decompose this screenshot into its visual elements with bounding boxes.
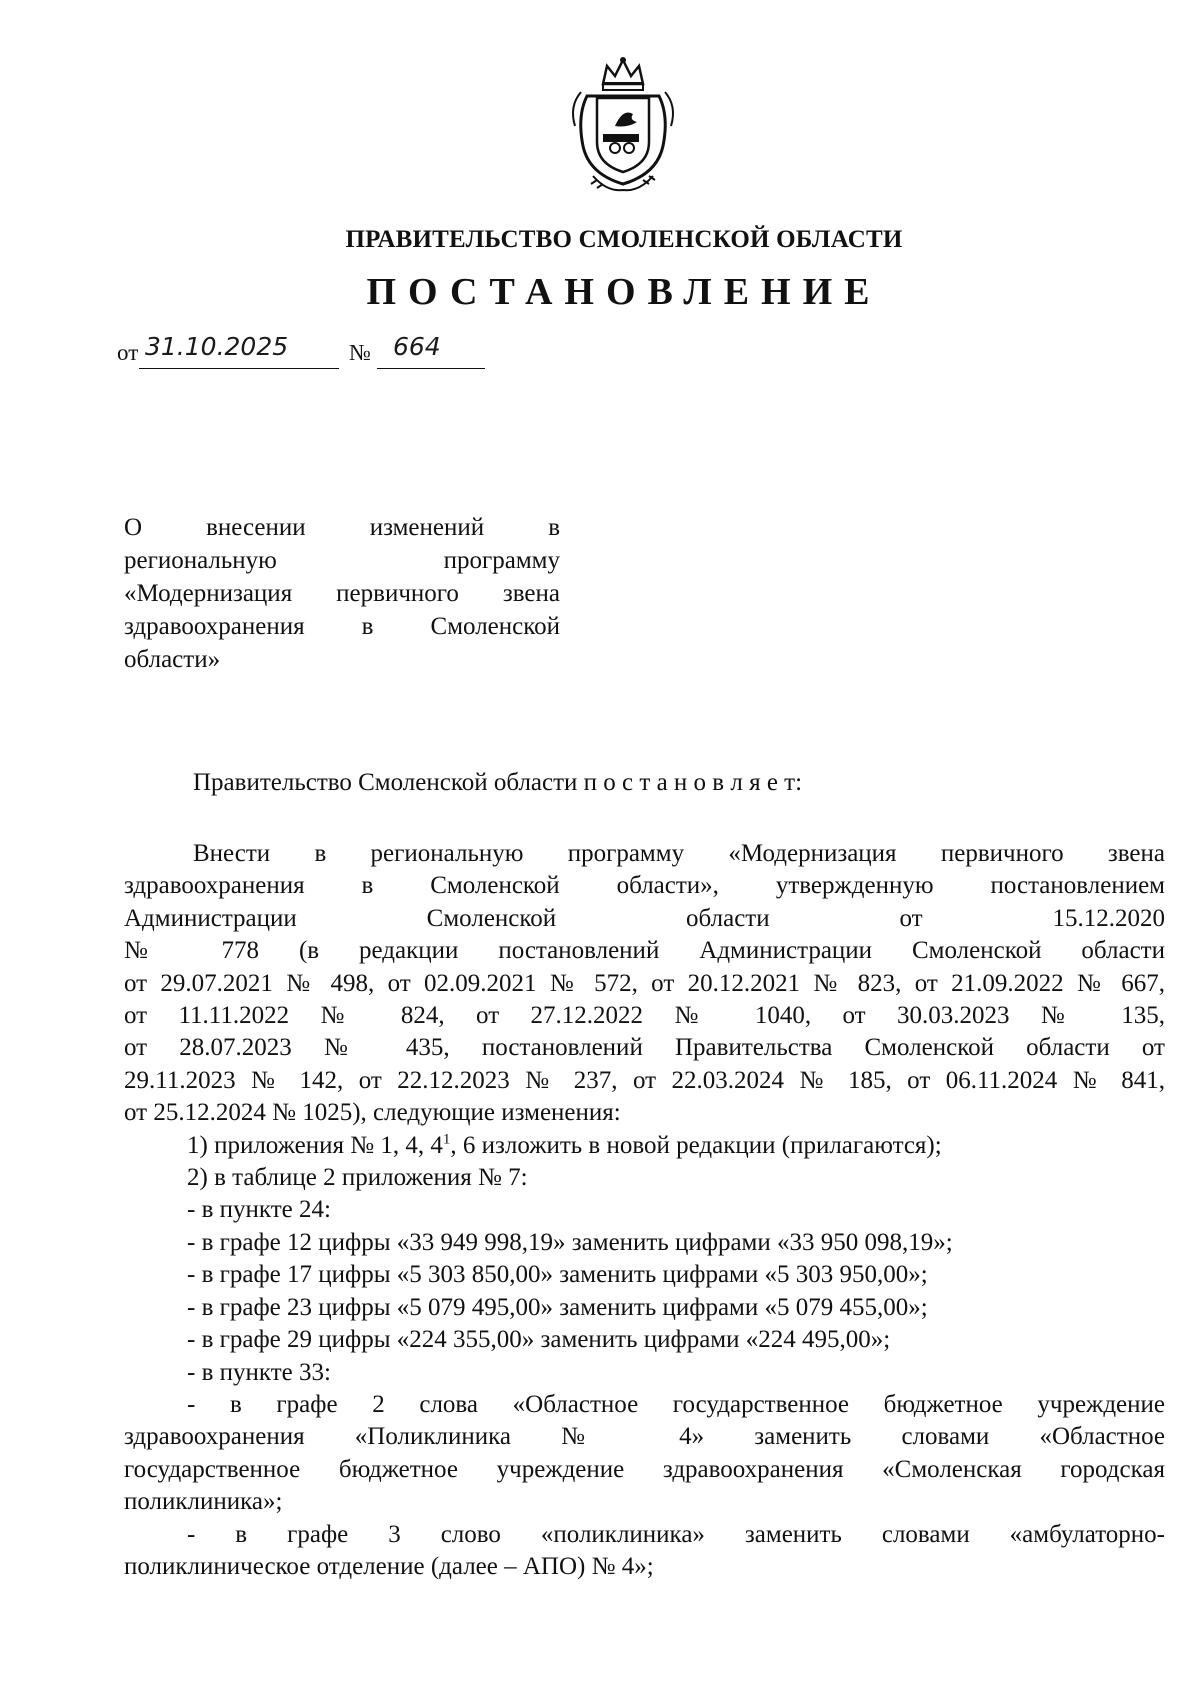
column-23-change: - в графе 23 цифры «5 079 495,00» заменить цифрами «5 079 455,00»;: [187, 1293, 928, 1321]
document-type-title: ПОСТАНОВЛЕНИЕ: [366, 271, 882, 313]
body-line: Администрации Смоленской области от 15.12.2020: [124, 904, 1165, 932]
from-label: от: [117, 340, 139, 365]
item-1: [124, 1130, 1165, 1162]
column-3-change-line: - в графе 3 слово «поликлиника» заменить словами «амбулаторно-: [187, 1520, 1165, 1548]
document-date: 31.10.2025: [145, 332, 289, 361]
item-1-text: 1) приложения № 1, 4, 4: [187, 1131, 443, 1159]
subject-line: О внесении изменений в: [124, 514, 560, 541]
organization-title: ПРАВИТЕЛЬСТВО СМОЛЕНСКОЙ ОБЛАСТИ: [345, 226, 903, 253]
column-2-change-line: - в графе 2 слова «Областное государственное бюджетное учреждение: [187, 1390, 1165, 1418]
body-line: № 778 (в редакции постановлений Администрации Смоленской области: [124, 937, 1165, 965]
coat-of-arms-icon: [567, 56, 679, 196]
body-line: от 11.11.2022 № 824, от 27.12.2022 № 1040, от 30.03.2023 № 135,: [124, 1002, 1165, 1030]
column-29-change: - в графе 29 цифры «224 355,00» заменить цифрами «224 495,00»;: [187, 1326, 891, 1354]
subject-line: региональную программу: [124, 547, 560, 574]
point-24: - в пункте 24:: [187, 1196, 331, 1224]
item-2: 2) в таблице 2 приложения № 7:: [187, 1164, 528, 1192]
column-17-change: - в графе 17 цифры «5 303 850,00» заменить цифрами «5 303 950,00»;: [187, 1261, 928, 1289]
document-number: 664: [393, 332, 441, 361]
date-underline: [139, 368, 339, 369]
subject-line: здравоохранения в Смоленской: [124, 613, 560, 640]
column-2-change-line: здравоохранения «Поликлиника № 4» заменить словами «Областное: [124, 1423, 1165, 1451]
column-2-change-line: государственное бюджетное учреждение здравоохранения «Смоленская городская: [124, 1455, 1165, 1483]
body-line: от 25.12.2024 № 1025), следующие изменения:: [124, 1099, 621, 1127]
body-line: 29.11.2023 № 142, от 22.12.2023 № 237, от 22.03.2024 № 185, от 06.11.2024 № 841,: [124, 1066, 1165, 1094]
column-12-change: - в графе 12 цифры «33 949 998,19» заменить цифрами «33 950 098,19»;: [187, 1228, 953, 1256]
subject-line: «Модернизация первичного звена: [124, 580, 560, 607]
subject-line: области»: [124, 646, 221, 673]
document-body: [124, 838, 1165, 1583]
document-subject: [124, 511, 560, 676]
number-label: №: [349, 340, 371, 365]
item-1-superscript: 1: [442, 1131, 451, 1148]
item-1-text-end: , 6 изложить в новой редакции (прилагаются);: [450, 1131, 942, 1159]
body-line: Внести в региональную программу «Модернизация первичного звена: [193, 840, 1165, 867]
body-line: от 29.07.2021 № 498, от 02.09.2021 № 572, от 20.12.2021 № 823, от 21.09.2022 № 667,: [124, 969, 1165, 997]
resolves-statement: Правительство Смоленской области п о с т а н о в л я е т:: [193, 769, 803, 796]
body-line: здравоохранения в Смоленской области», утвержденную постановлением: [124, 872, 1165, 900]
number-underline: [377, 368, 485, 369]
body-line: от 28.07.2023 № 435, постановлений Правительства Смоленской области от: [124, 1034, 1165, 1062]
column-2-change-line: поликлиника»;: [124, 1488, 283, 1516]
point-33: - в пункте 33:: [187, 1358, 331, 1386]
column-3-change-line: поликлиническое отделение (далее – АПО) № 4»;: [124, 1552, 654, 1580]
